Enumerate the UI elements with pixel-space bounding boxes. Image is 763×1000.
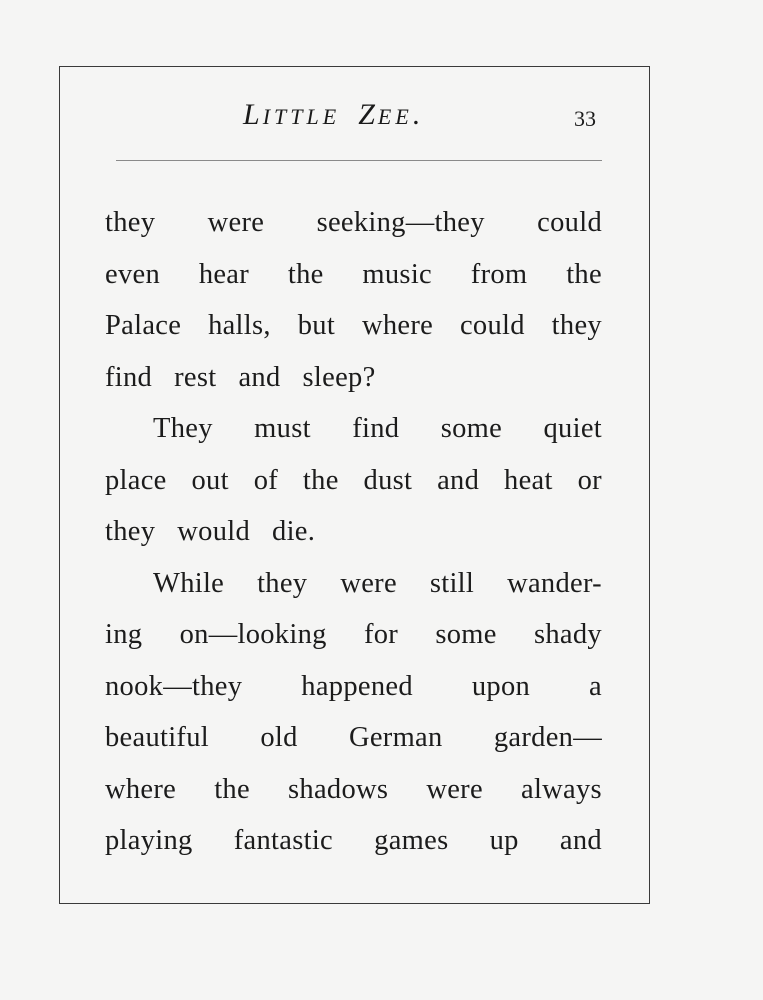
text-word: were: [426, 773, 483, 805]
text-word: some: [435, 619, 497, 650]
text-word: upon: [471, 670, 531, 702]
text-line: [105, 815, 602, 867]
text-word: but: [297, 310, 336, 341]
text-word: would: [177, 516, 251, 547]
text-word: rest: [174, 361, 217, 393]
text-word: and: [238, 361, 281, 393]
text-word: where: [361, 310, 434, 341]
text-word: where: [105, 773, 177, 805]
text-word: on—looking: [179, 619, 327, 650]
text-word: While: [153, 567, 225, 599]
text-line: [105, 506, 602, 558]
text-line: [105, 455, 602, 507]
text-word: halls,: [208, 310, 271, 341]
text-word: or: [577, 464, 602, 496]
text-word: for: [363, 619, 399, 650]
text-word: place: [105, 464, 167, 496]
text-word: a: [589, 670, 602, 702]
text-line: [105, 197, 602, 249]
text-word: even: [105, 258, 160, 290]
text-word: shadows: [288, 773, 389, 805]
text-word: could: [537, 207, 602, 238]
text-word: happened: [301, 670, 413, 702]
text-word: ing: [105, 619, 143, 650]
text-line: [105, 712, 602, 764]
text-word: and: [437, 464, 480, 496]
text-word: they: [105, 207, 156, 238]
text-word: die.: [272, 516, 316, 547]
header-rule: [116, 160, 602, 161]
text-word: they: [257, 567, 308, 599]
text-word: seeking—they: [316, 207, 485, 238]
text-word: find: [105, 361, 153, 393]
text-word: up: [489, 825, 519, 856]
text-line: [105, 352, 602, 404]
text-word: playing: [105, 825, 193, 856]
text-word: must: [254, 413, 311, 444]
text-line: [105, 300, 602, 352]
running-head-title: [243, 98, 423, 132]
text-word: of: [253, 464, 279, 496]
text-word: music: [362, 258, 432, 290]
body-text: [105, 197, 602, 867]
text-line: [105, 764, 602, 816]
text-word: always: [521, 773, 602, 805]
text-word: the: [566, 258, 602, 290]
text-word: beautiful: [105, 722, 209, 753]
text-word: could: [459, 310, 525, 341]
text-word: games: [374, 825, 449, 856]
text-word: hear: [198, 258, 250, 290]
text-word: and: [559, 825, 602, 856]
text-word: the: [302, 464, 339, 496]
text-word: were: [207, 207, 265, 238]
running-head-title-text: LITTLE ZEE.: [243, 98, 424, 131]
text-word: still: [429, 567, 475, 599]
text-word: shady: [533, 619, 602, 650]
text-word: quiet: [543, 413, 602, 444]
text-word: the: [287, 258, 324, 290]
text-line: [105, 558, 602, 610]
text-word: were: [340, 567, 397, 599]
text-word: find: [352, 413, 400, 444]
text-word: Palace: [105, 310, 182, 341]
text-line: [105, 661, 602, 713]
text-word: fantastic: [233, 825, 333, 856]
page-number: 33: [574, 106, 596, 131]
text-word: old: [260, 722, 298, 753]
text-word: nook—they: [105, 670, 243, 702]
text-word: from: [470, 258, 528, 290]
text-word: dust: [363, 464, 413, 496]
text-word: They: [153, 413, 213, 444]
text-word: wander-: [507, 567, 602, 599]
text-line: [105, 403, 602, 455]
text-word: sleep?: [302, 361, 376, 393]
text-word: heat: [504, 464, 553, 496]
text-word: garden—: [493, 722, 602, 753]
text-word: they: [551, 310, 602, 341]
text-word: German: [348, 722, 443, 753]
text-line: [105, 609, 602, 661]
text-word: the: [214, 773, 250, 805]
text-line: [105, 249, 602, 301]
text-word: out: [191, 464, 229, 496]
text-word: some: [440, 413, 503, 444]
text-word: they: [105, 516, 156, 547]
